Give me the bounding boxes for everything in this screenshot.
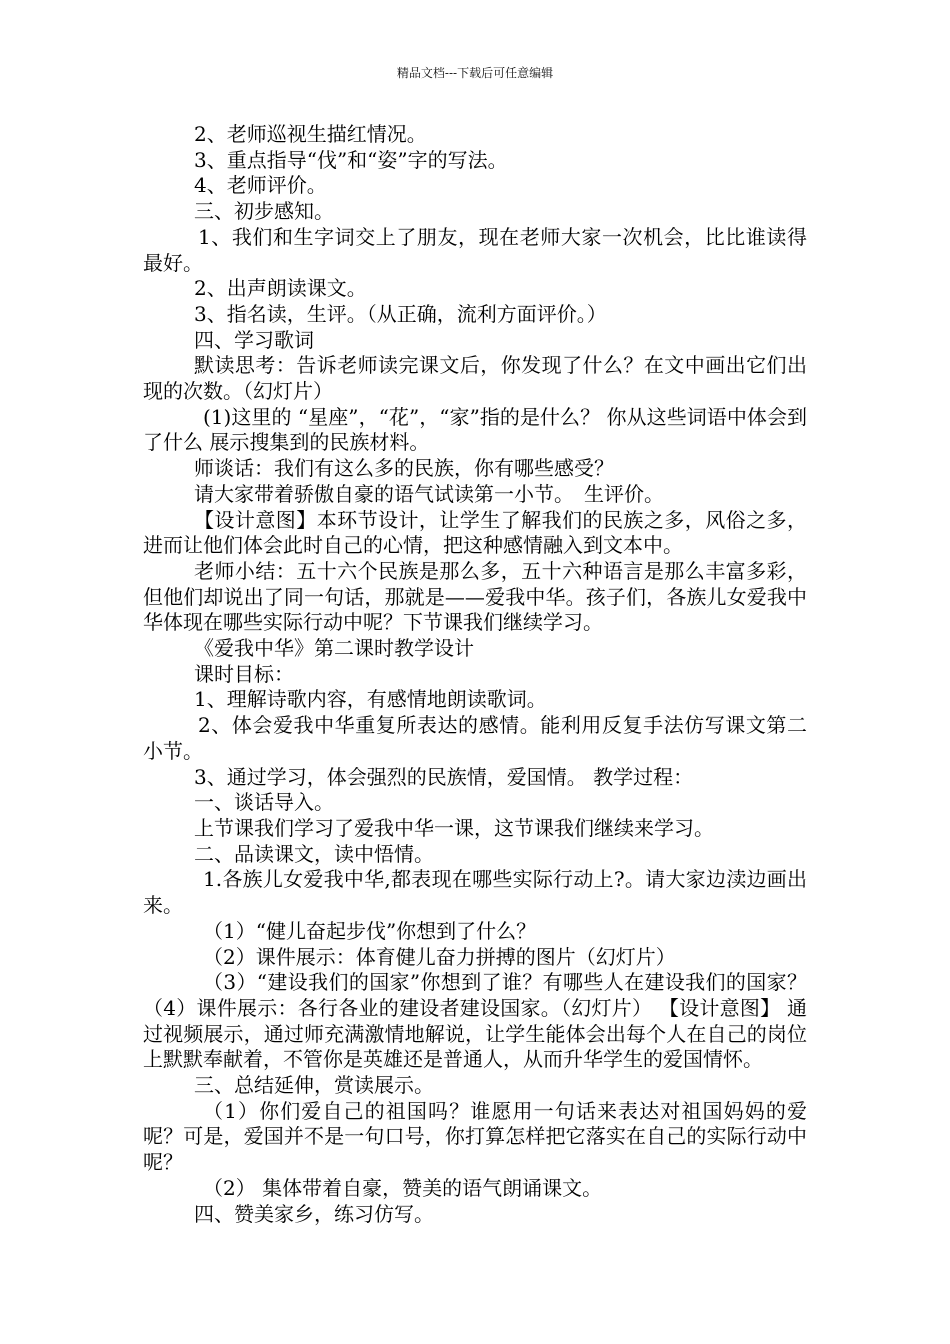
paragraph: 请大家带着骄傲自豪的语气试读第一小节。 生评价。 bbox=[194, 481, 664, 506]
paragraph: 上节课我们学习了爱我中华一课，这节课我们继续来学习。 bbox=[194, 815, 714, 840]
paragraph: 四、赞美家乡，练习仿写。 bbox=[194, 1201, 434, 1226]
paragraph: 四、学习歌词 bbox=[194, 327, 314, 352]
paragraph: 1、我们和生字词交上了朋友，现在老师大家一次机会，比比谁读得最好。 bbox=[143, 224, 807, 275]
paragraph: 3、重点指导“伐”和“姿”字的写法。 bbox=[194, 147, 508, 172]
paragraph: 默读思考：告诉老师读完课文后，你发现了什么？在文中画出它们出现的次数。（幻灯片） bbox=[143, 353, 807, 404]
paragraph: 1.各族儿女爱我中华,都表现在哪些实际行动上?。请大家边渎边画出来。 bbox=[143, 867, 807, 918]
paragraph: 3、指名读，生评。（从正确，流利方面评价。） bbox=[194, 301, 607, 326]
paragraph: 4、老师评价。 bbox=[194, 173, 327, 198]
paragraph: 《爱我中华》第二课时教学设计 bbox=[194, 636, 474, 661]
paragraph: （2）课件展示：体育健儿奋力拼搏的图片（幻灯片） bbox=[203, 944, 676, 969]
paragraph: 二、品读课文，读中悟情。 bbox=[194, 841, 434, 866]
paragraph: 老师小结：五十六个民族是那么多，五十六种语言是那么丰富多彩，但他们却说出了同一句话，那就是——爱我中华。孩子们，各族儿女爱我中华体现在哪些实际行动中呢？下节课我们继续学习。 bbox=[143, 558, 807, 635]
document-body bbox=[143, 122, 807, 1227]
paragraph: 2、出声朗读课文。 bbox=[194, 276, 367, 301]
paragraph: （3）“建设我们的国家”你想到了谁？有哪些人在建设我们的国家？ （4）课件展示：各行各业的建设者建设国家。（幻灯片） 【设计意图】 通过视频展示，通过师充满激情地解说，让学生能体会出每个人在自己的岗位上默默奉献着，不管你是英雄还是普通人，从而升华学生的爱国情怀。 bbox=[143, 970, 807, 1072]
paragraph: 【设计意图】本环节设计，让学生了解我们的民族之多，风俗之多，进而让他们体会此时自己的心情，把这种感情融入到文本中。 bbox=[143, 507, 807, 558]
page-header: 精品文档---下载后可任意编辑 bbox=[396, 66, 554, 80]
paragraph: 一、谈话导入。 bbox=[194, 790, 334, 815]
paragraph: （1）你们爱自己的祖国吗？谁愿用一句话来表达对祖国妈妈的爱呢？可是，爱国并不是一句口号，你打算怎样把它落实在自己的实际行动中呢？ bbox=[143, 1098, 807, 1175]
paragraph: (1)这里的 “星座”，“花”，“家”指的是什么？ 你从这些词语中体会到了什么 展示搜集到的民族材料。 bbox=[143, 404, 807, 455]
paragraph: 课时目标： bbox=[194, 661, 294, 686]
paragraph: 三、初步感知。 bbox=[194, 199, 334, 224]
paragraph: 2、体会爱我中华重复所表达的感情。能利用反复手法仿写课文第二小节。 bbox=[143, 713, 807, 763]
paragraph: 1、理解诗歌内容，有感情地朗读歌词。 bbox=[194, 687, 547, 712]
paragraph: 2、老师巡视生描红情况。 bbox=[194, 122, 427, 146]
paragraph: 师谈话：我们有这么多的民族，你有哪些感受？ bbox=[194, 456, 614, 481]
paragraph: （2） 集体带着自豪，赞美的语气朗诵课文。 bbox=[203, 1175, 603, 1200]
paragraph: 三、总结延伸，赏读展示。 bbox=[194, 1073, 434, 1098]
paragraph: （1）“健儿奋起步伐”你想到了什么？ bbox=[203, 918, 537, 943]
paragraph: 3、通过学习，体会强烈的民族情，爱国情。 教学过程： bbox=[194, 764, 694, 789]
